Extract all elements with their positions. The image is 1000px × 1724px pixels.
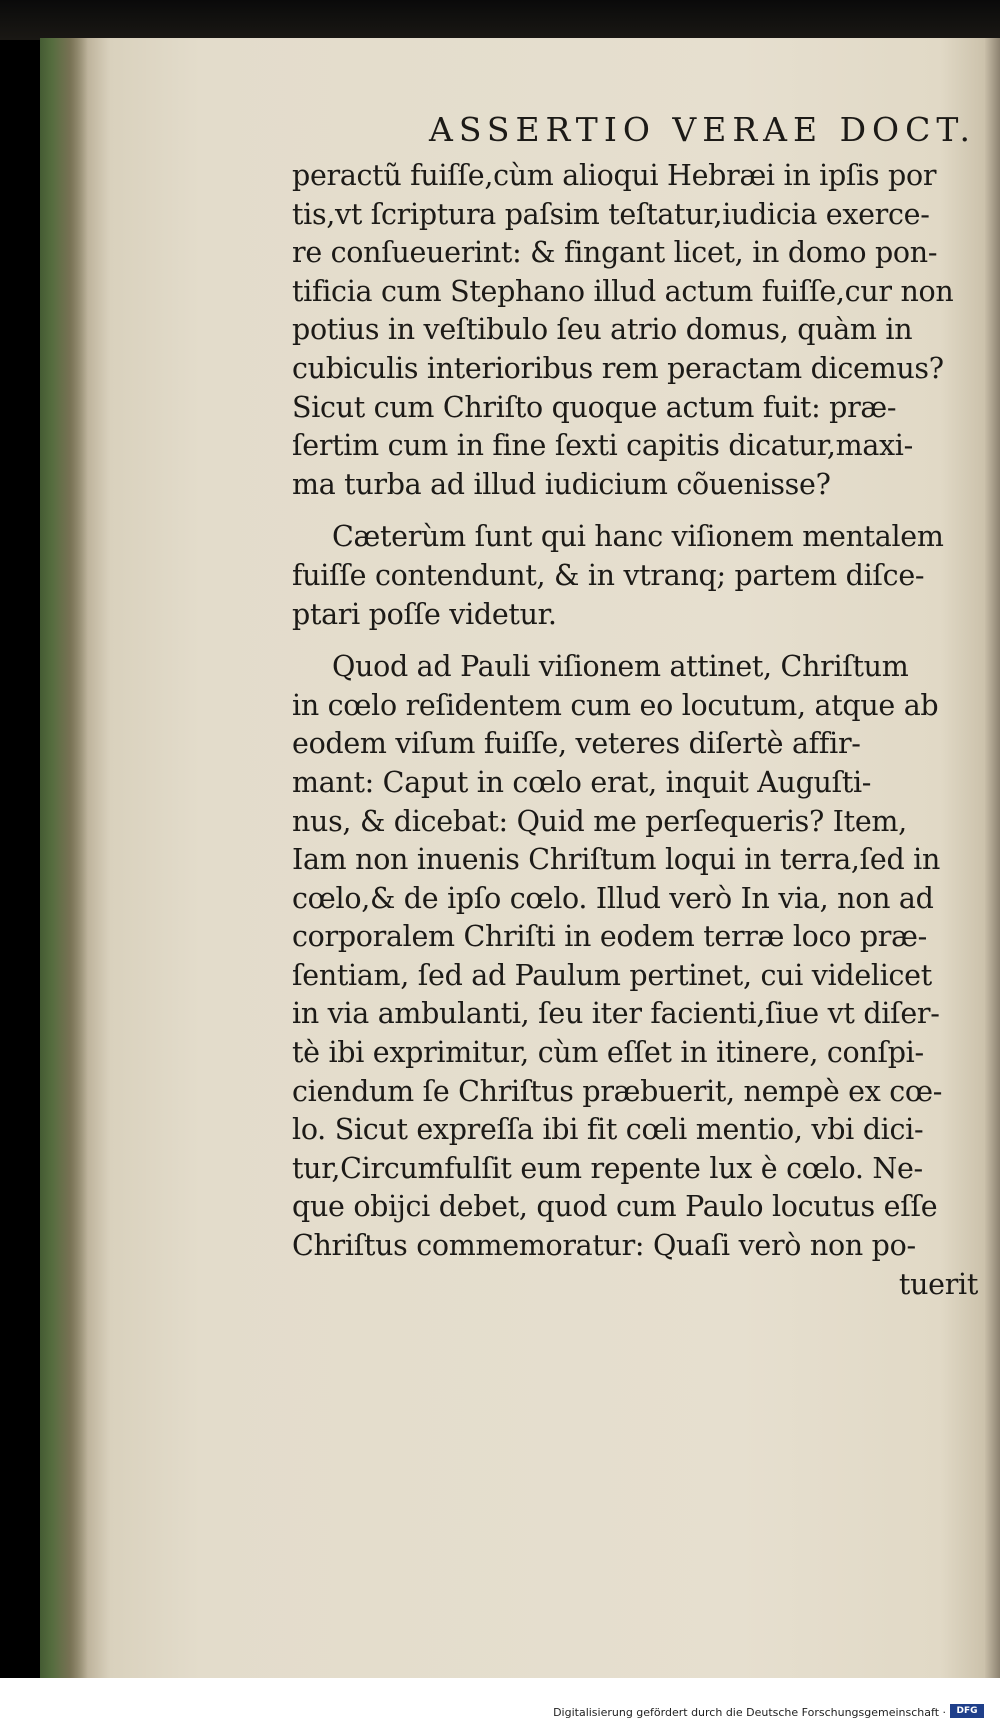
text-line: corporalem Chriſti in eodem terræ loco præ- [292,920,927,954]
page-text-block [292,110,978,1304]
text-line: cubiculis interioribus rem peractam dicemus? [292,351,944,385]
text-line: tificia cum Stephano illud actum fuiſſe,cur non [292,274,954,308]
text-line: Cæterùm ſunt qui hanc viſionem mentalem [332,520,944,554]
text-line: eodem viſum fuiſſe, veteres diſertè affir- [292,727,861,761]
text-line: in via ambulanti, ſeu iter facienti,ſiue vt diſer- [292,997,940,1031]
text-line: tè ibi exprimitur, cùm eſſet in itinere, conſpi- [292,1036,924,1070]
text-line: in cœlo reſidentem cum eo locutum, atque ab [292,688,939,722]
text-line: ſentiam, ſed ad Paulum pertinet, cui videlicet [292,958,932,992]
text-line: re conſueuerint: & fingant licet, in domo pon- [292,236,938,270]
scan-top-edge [0,0,1000,40]
text-line: que obijci debet, quod cum Paulo locutus eſſe [292,1190,938,1224]
text-line: ſertim cum in fine ſexti capitis dicatur,maxi- [292,429,913,463]
text-line: ptari poſſe videtur. [292,597,557,631]
text-line: tur,Circumfulſit eum repente lux è cœlo. Ne- [292,1151,923,1185]
dfg-logo: DFG [950,1704,984,1718]
text-line: Quod ad Pauli viſionem attinet, Chriſtum [332,650,909,684]
text-line: Iam non inuenis Chriſtum loqui in terra,ſed in [292,843,941,877]
paragraph-gap [292,634,978,648]
page-right-edge [985,38,1000,1678]
text-line: lo. Sicut expreſſa ibi fit cœli mentio, vbi dici- [292,1113,924,1147]
digitization-credit: Digitalisierung gefördert durch die Deutsche Forschungsgemeinschaft · [553,1706,946,1719]
catchword: tuerit [898,1267,978,1301]
text-line: Chriſtus commemoratur: Quaſi verò non po- [292,1229,916,1263]
running-head: ASSERTIO VERAE DOCT. [428,110,976,149]
text-line: ma turba ad illud iudicium cõuenisse? [292,467,831,501]
text-line: Sicut cum Chriſto quoque actum fuit: præ- [292,390,897,424]
text-line: tis,vt ſcriptura paſsim teſtatur,iudicia exerce- [292,197,930,231]
text-line: fuiſſe contendunt, & in vtranq; partem diſce- [292,558,925,592]
book-binding-edge [40,38,88,1678]
text-line: ciendum ſe Chriſtus præbuerit, nempè ex cœ- [292,1074,943,1108]
text-line: potius in veſtibulo ſeu atrio domus, quàm in [292,313,913,347]
paragraph-1 [292,157,978,504]
text-line: peractũ fuiſſe,cùm alioqui Hebræi in ipſis por [292,159,937,192]
text-line: mant: Caput in cœlo erat, inquit Auguſti- [292,765,872,799]
paragraph-2 [292,518,978,634]
text-line: cœlo,& de ipſo cœlo. Illud verò In via, non ad [292,881,934,915]
paragraph-gap [292,504,978,518]
text-line: nus, & dicebat: Quid me perſequeris? Item, [292,804,907,838]
paragraph-3 [292,648,978,1266]
